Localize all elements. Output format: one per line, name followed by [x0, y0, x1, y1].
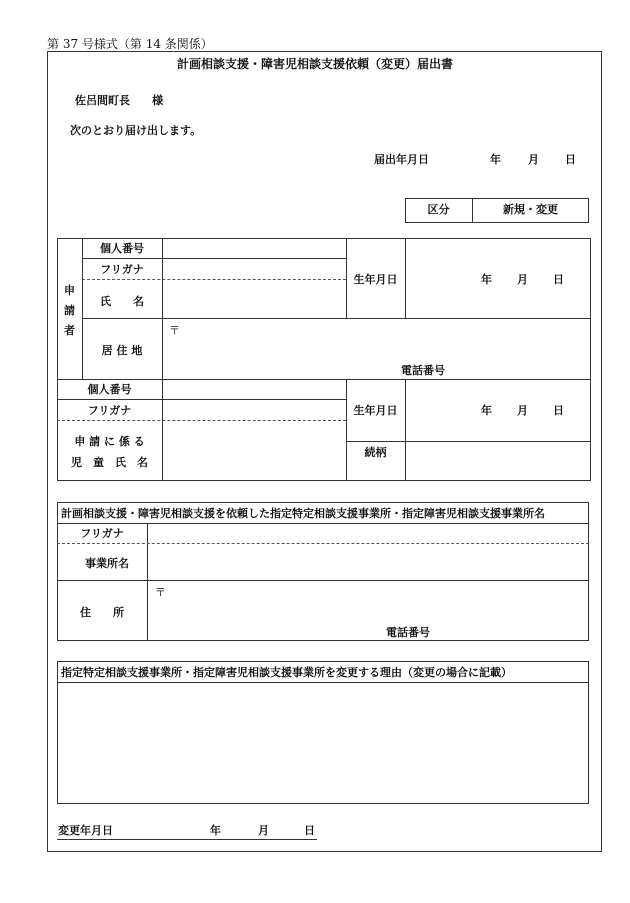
applicant-birth-year: 年: [481, 273, 492, 286]
child-personal-number-label: 個人番号: [87, 383, 132, 396]
office-phone-label: 電話番号: [386, 626, 430, 639]
child-relationship-label: 続柄: [364, 446, 387, 459]
change-reason-header: 指定特定相談支援事業所・指定障害児相談支援事業所を変更する理由（変更の場合に記載）: [61, 666, 512, 679]
child-birth-day: 日: [553, 404, 564, 417]
office-header: 計画相談支援・障害児相談支援を依頼した指定特定相談支援事業所・指定障害児相談支援事業所名: [61, 507, 545, 520]
change-date-year: 年: [210, 824, 221, 837]
child-name-label-2: 児 童 氏 名: [71, 456, 148, 469]
child-birth-month: 月: [517, 404, 528, 417]
intro-text: 次のとおり届け出します。: [70, 124, 202, 137]
child-furigana-label: フリガナ: [87, 404, 132, 417]
applicant-personal-number-label: 個人番号: [100, 242, 144, 255]
applicant-phone-label: 電話番号: [401, 364, 445, 377]
office-furigana-label: フリガナ: [80, 527, 124, 540]
applicant-furigana-label: フリガナ: [100, 263, 144, 276]
applicant-label-3: 者: [64, 324, 75, 337]
form-title: 計画相談支援・障害児相談支援依頼（変更）届出書: [176, 57, 453, 71]
applicant-birth-month: 月: [517, 273, 528, 286]
form-number: 第 37 号様式（第 14 条関係）: [47, 37, 213, 51]
addressee: 佐呂間町長 様: [75, 94, 163, 107]
submission-date-label: 届出年月日: [374, 153, 429, 166]
category-value[interactable]: 新規・変更: [503, 203, 558, 216]
applicant-label-1: 申: [64, 284, 75, 297]
submission-year-label: 年: [490, 153, 501, 166]
applicant-birth-label: 生年月日: [353, 273, 398, 286]
child-birth-label: 生年月日: [353, 404, 398, 417]
office-postal-mark: 〒: [155, 586, 166, 599]
office-name-label: 事業所名: [85, 557, 129, 570]
applicant-address-label: 居 住 地: [101, 344, 143, 357]
change-date-month: 月: [258, 824, 269, 837]
child-name-label-1: 申 請 に 係 る: [74, 435, 145, 448]
category-label: 区分: [427, 203, 450, 216]
change-date-label: 変更年月日: [58, 824, 113, 837]
child-birth-year: 年: [481, 404, 492, 417]
submission-month-label: 月: [528, 153, 539, 166]
change-date-day: 日: [304, 824, 315, 837]
applicant-postal-mark: 〒: [169, 324, 180, 337]
submission-day-label: 日: [565, 153, 576, 166]
applicant-name-label: 氏 名: [100, 295, 144, 308]
applicant-birth-day: 日: [553, 273, 564, 286]
office-address-label: 住 所: [80, 606, 124, 619]
applicant-label-2: 請: [64, 304, 75, 317]
